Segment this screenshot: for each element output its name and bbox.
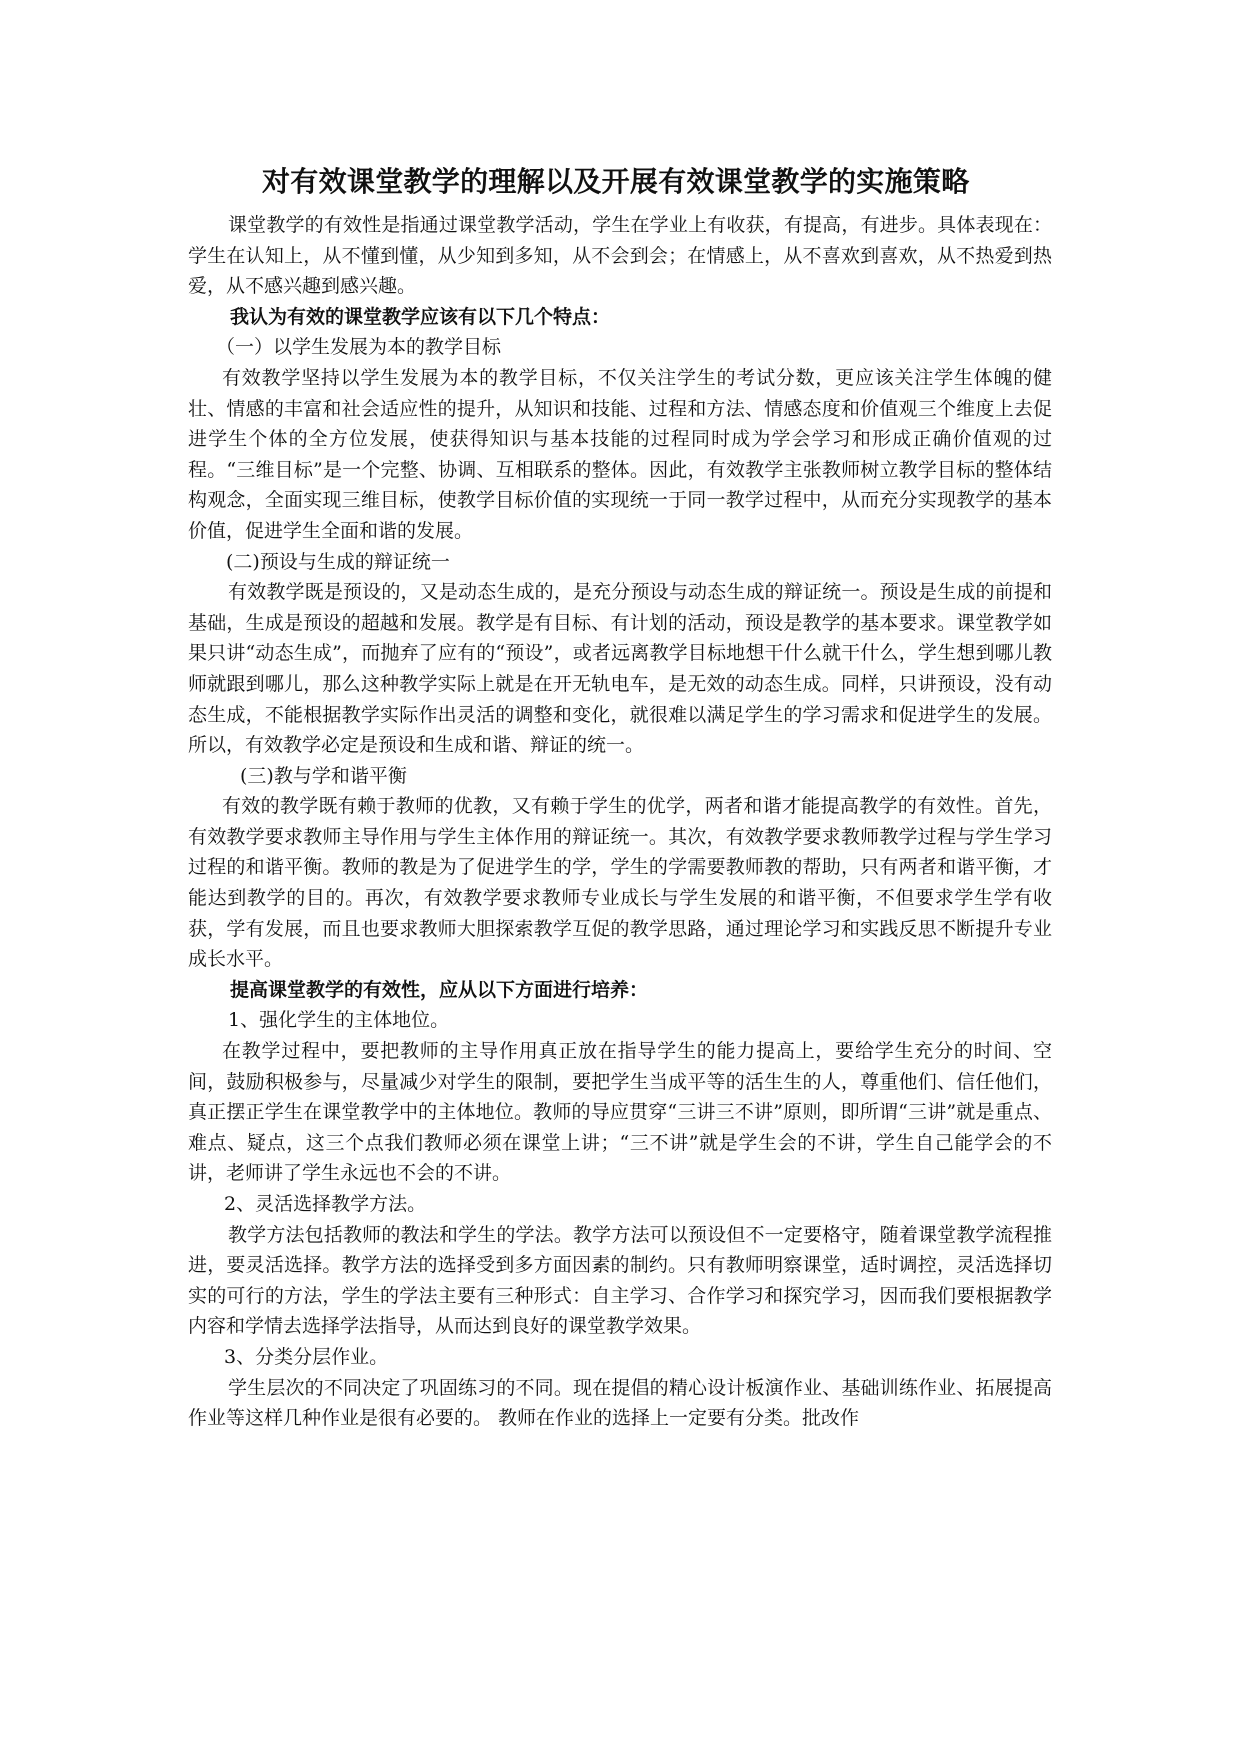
subheading-2: (二)预设与生成的辩证统一: [226, 550, 450, 573]
list-item-2: 2、灵活选择教学方法。: [224, 1193, 427, 1215]
list-item-3: 3、分类分层作业。: [224, 1345, 389, 1368]
subheading-1: （一）以学生发展为本的教学目标: [216, 336, 502, 359]
document-body: [188, 162, 1052, 1434]
paragraph-5: 教学方法包括教师的教法和学生的学法。教学方法可以预设但不一定要格守，随着课堂教学流程推进，要灵活选择。教学方法的选择受到多方面因素的制约。只有教师明察课堂，适时调控，灵活选择切实的可行的方法，学生的学法主要有三种形式：自主学习、合作学习和探究学习，因而我们要根据教学内容和学情去选择学法指导，从而达到良好的课堂教学效果。: [188, 1223, 1052, 1338]
paragraph-3: 有效的教学既有赖于教师的优教，又有赖于学生的优学，两者和谐才能提高教学的有效性。首先，有效教学要求教师主导作用与学生主体作用的辩证统一。其次，有效教学要求教师教学过程与学生学习过程的和谐平衡。教师的教是为了促进学生的学，学生的学需要教师教的帮助，只有两者和谐平衡，才能达到教学的目的。再次，有效教学要求教师专业成长与学生发展的和谐平衡，不但要求学生学有收获，学有发展，而且也要求教师大胆探索教学互促的教学思路，通过理论学习和实践反思不断提升专业成长水平。: [188, 795, 1052, 971]
paragraph-2: 有效教学既是预设的，又是动态生成的，是充分预设与动态生成的辩证统一。预设是生成的前提和基础，生成是预设的超越和发展。教学是有目标、有计划的活动，预设是教学的基本要求。课堂教学如果只讲“动态生成”，而抛弃了应有的“预设”，或者远离教学目标地想干什么就干什么，学生想到哪儿教师就跟到哪儿，那么这种教学实际上就是在开无轨电车，是无效的动态生成。同样，只讲预设，没有动态生成，不能根据教学实际作出灵活的调整和变化，就很难以满足学生的学习需求和促进学生的发展。所以，有效教学必定是预设和生成和谐、辩证的统一。: [188, 581, 1052, 757]
section-heading-features: 我认为有效的课堂教学应该有以下几个特点：: [230, 305, 611, 328]
list-item-1: 1、强化学生的主体地位。: [228, 1009, 450, 1032]
paragraph-4: 在教学过程中，要把教师的主导作用真正放在指导学生的能力提高上，要给学生充分的时间、空间，鼓励积极参与，尽量减少对学生的限制，要把学生当成平等的活生生的人，尊重他们、信任他们，真正摆正学生在课堂教学中的主体地位。教师的导应贯穿“三讲三不讲”原则，即所谓“三讲”就是重点、难点、疑点，这三个点我们教师必须在课堂上讲；“三不讲”就是学生会的不讲，学生自己能学会的不讲，老师讲了学生永远也不会的不讲。: [188, 1040, 1052, 1185]
intro-paragraph: 课堂教学的有效性是指通过课堂教学活动，学生在学业上有收获，有提高，有进步。具体表现在：学生在认知上，从不懂到懂，从少知到多知，从不会到会；在情感上，从不喜欢到喜欢，从不热爱到热爱，从不感兴趣到感兴趣。: [188, 214, 1052, 298]
section-heading-improve: 提高课堂教学的有效性，应从以下方面进行培养：: [230, 978, 649, 1001]
paragraph-6: 学生层次的不同决定了巩固练习的不同。现在提倡的精心设计板演作业、基础训练作业、拓展提高作业等这样几种作业是很有必要的。 教师在作业的选择上一定要有分类。批改作: [188, 1376, 1052, 1430]
paragraph-1: 有效教学坚持以学生发展为本的教学目标，不仅关注学生的考试分数，更应该关注学生体魄的健壮、情感的丰富和社会适应性的提升，从知识和技能、过程和方法、情感态度和价值观三个维度上去促进学生个体的全方位发展，使获得知识与基本技能的过程同时成为学会学习和形成正确价值观的过程。“三维目标”是一个完整、协调、互相联系的整体。因此，有效教学主张教师树立教学目标的整体结构观念，全面实现三维目标，使教学目标价值的实现统一于同一教学过程中，从而充分实现教学的基本价值，促进学生全面和谐的发展。: [188, 366, 1052, 542]
document-title: 对有效课堂教学的理解以及开展有效课堂教学的实施策略: [262, 165, 970, 198]
subheading-3: (三)教与学和谐平衡: [240, 764, 407, 787]
